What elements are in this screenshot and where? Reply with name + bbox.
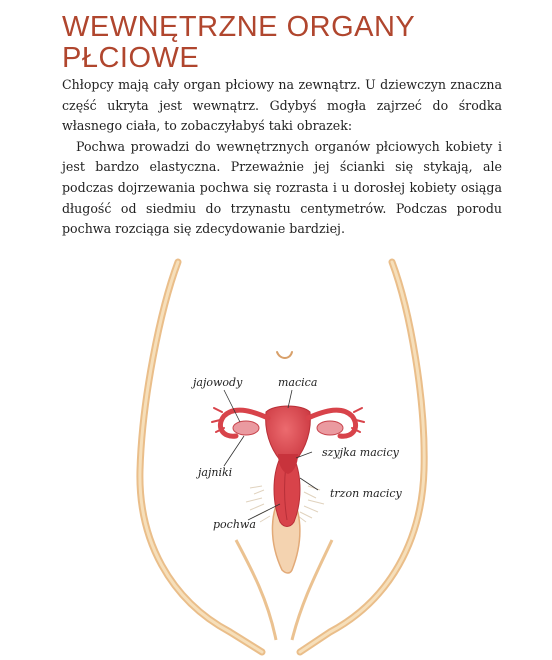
label-macica: macica — [278, 376, 318, 389]
body-contour-left — [140, 262, 262, 652]
title-line-1: WEWNĘTRZNE ORGANY — [62, 11, 416, 43]
label-jajowody: jajowody — [193, 376, 243, 389]
label-trzon-macicy: trzon macicy — [330, 487, 402, 500]
label-jajniki: jajniki — [198, 466, 233, 479]
paragraph-intro: Chłopcy mają cały organ płciowy na zewnątrz. U dziewczyn znaczna część ukryta jest wewnątrz. Gdybyś mogła zajrzeć do środka własnego ciała, to zobaczyłabyś taki obrazek: — [62, 77, 502, 134]
body-text — [62, 75, 502, 240]
anatomy-illustration — [0, 240, 552, 660]
navel — [277, 352, 292, 358]
ovary-left — [233, 421, 259, 435]
paragraph-vagina: Pochwa prowadzi do wewnętrznych organów płciowych kobiety i jest bardzo elastyczna. Przeważnie jej ścianki się stykają, ale podczas dojrzewania pochwa się rozrasta i u dorosłej kobiety osiąga długość od siedmiu do trzynastu centymetrów. Podczas porodu pochwa rozciąga się zdecydowanie bardziej. — [62, 138, 502, 237]
page-title — [62, 12, 502, 74]
ovary-right — [317, 421, 343, 435]
label-szyjka-macicy: szyjka macicy — [322, 446, 399, 459]
label-pochwa: pochwa — [213, 518, 256, 531]
anatomy-drawing — [0, 240, 552, 660]
title-line-2: PŁCIOWE — [62, 42, 200, 74]
